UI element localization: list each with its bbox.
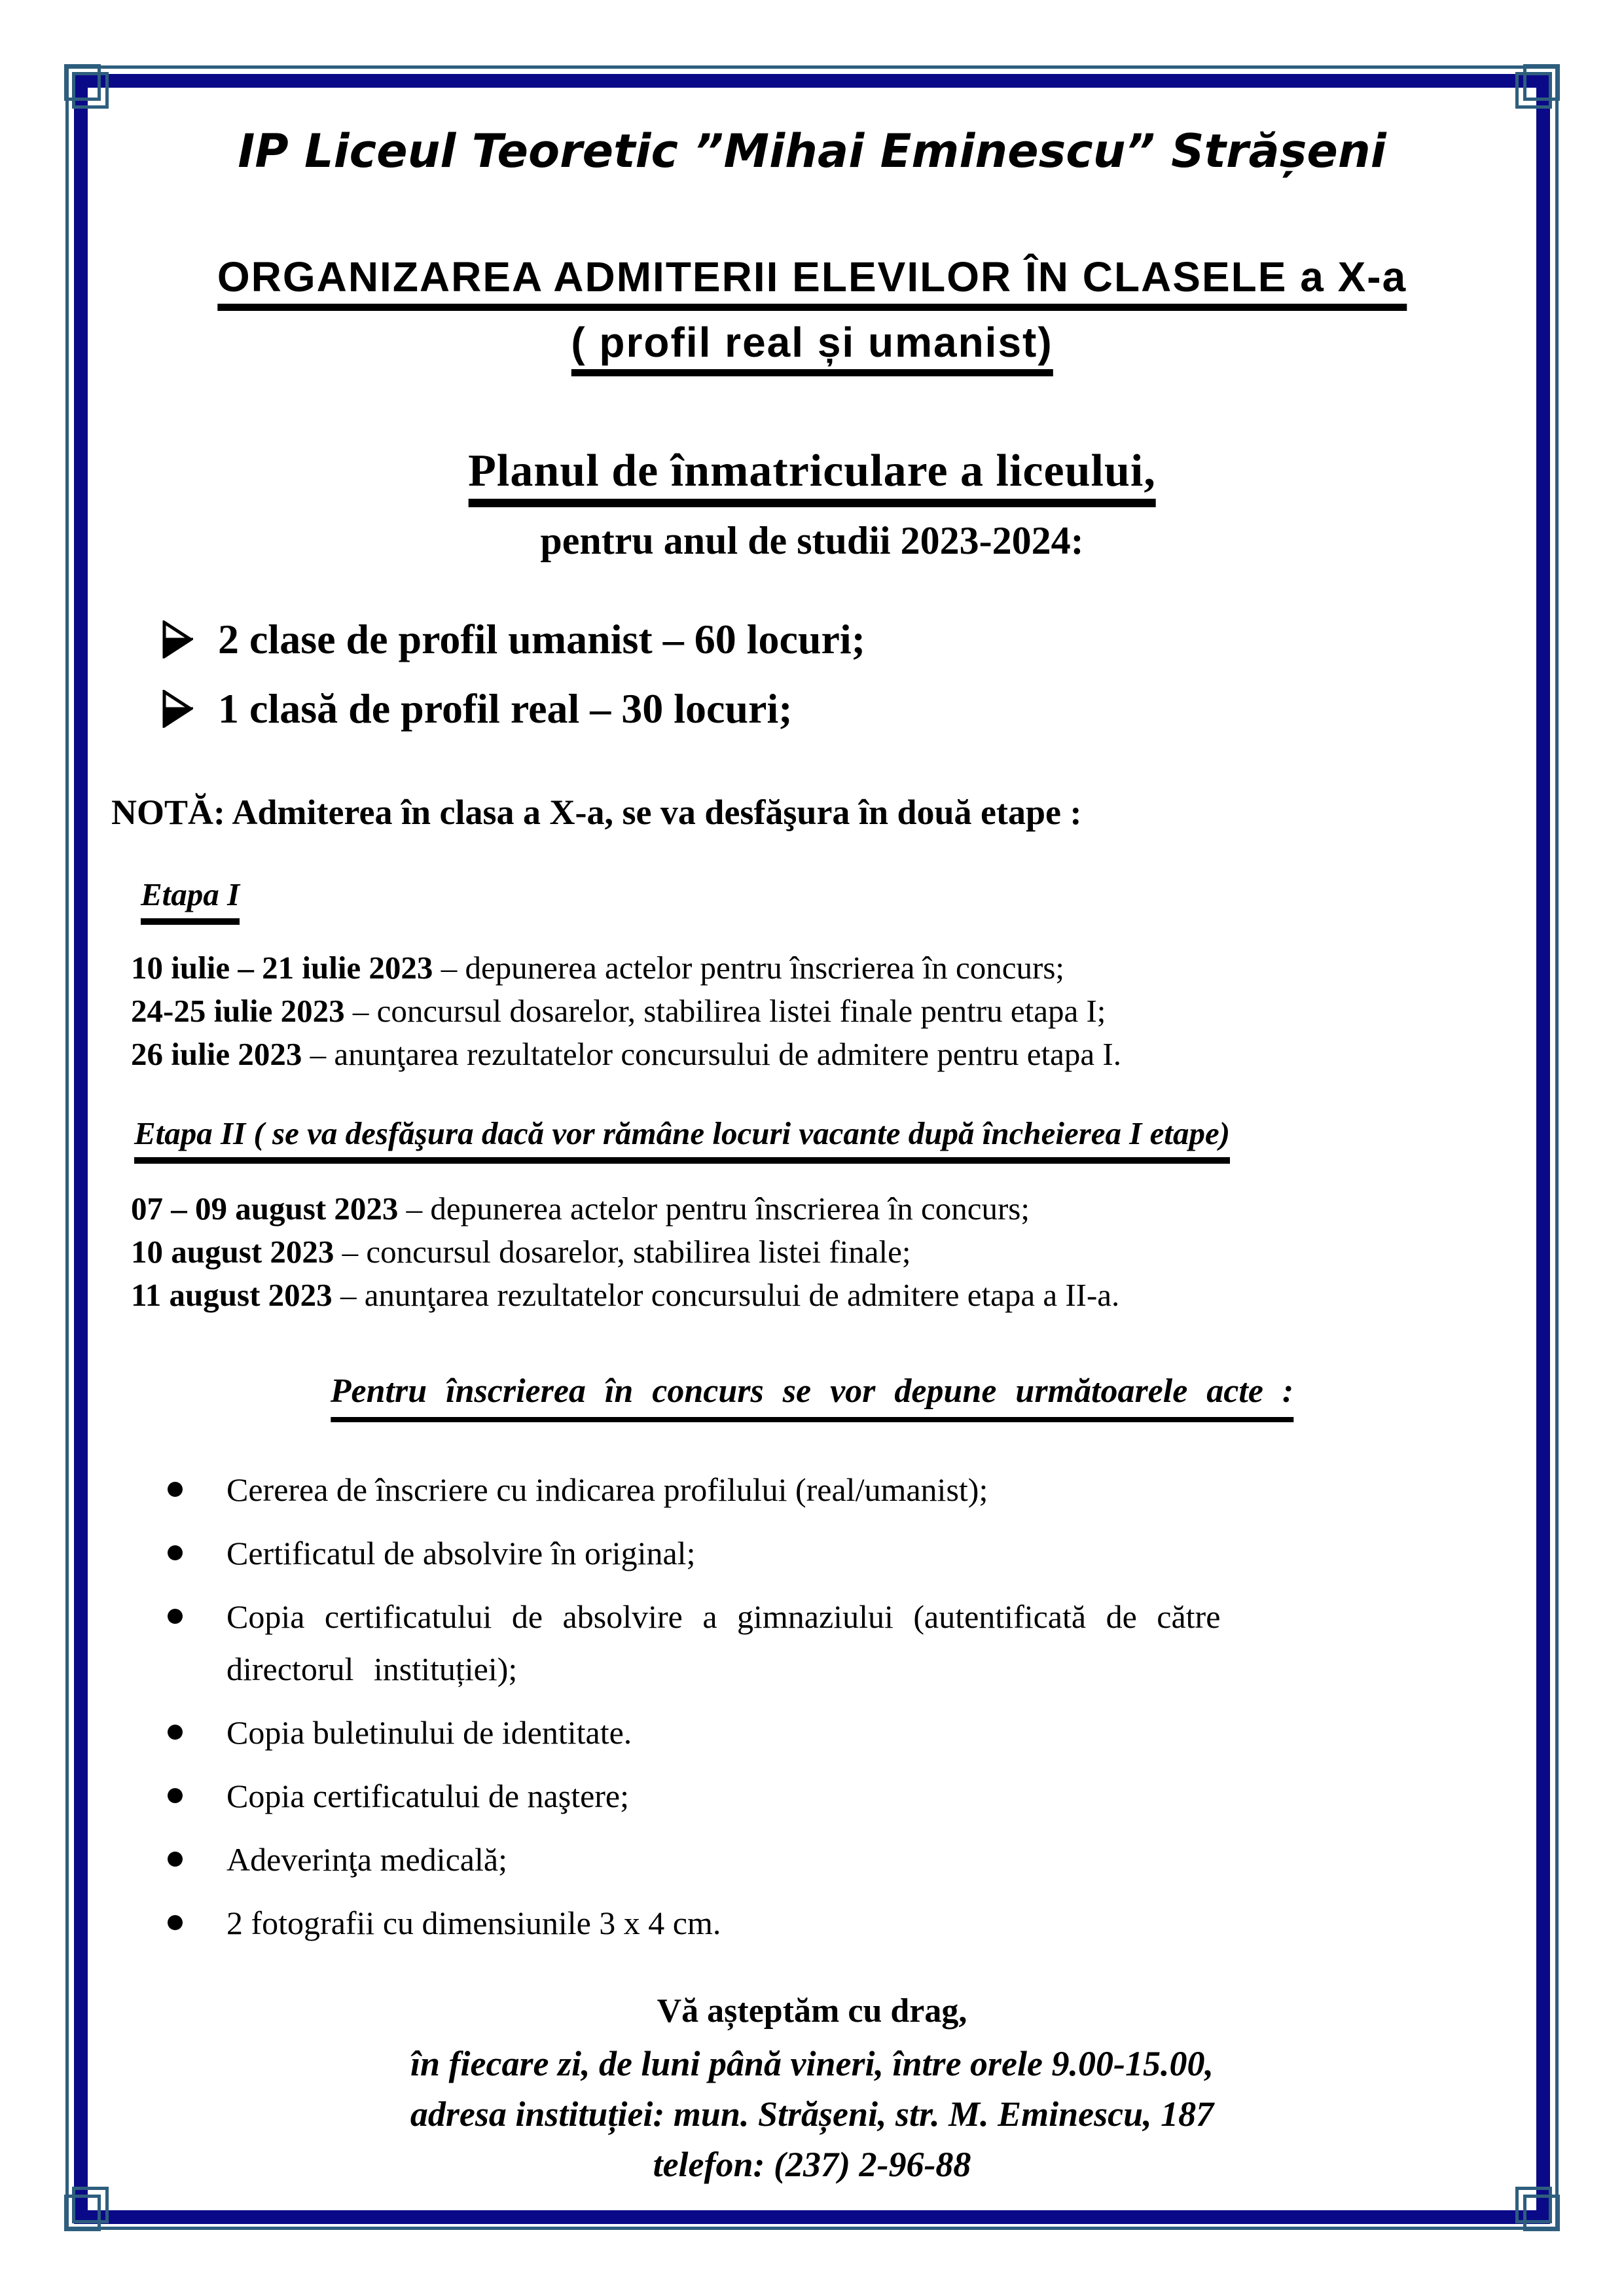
etapa1-title: Etapa I bbox=[141, 876, 240, 925]
etapa2-schedule bbox=[131, 1187, 1532, 1317]
document-item-text: Cererea de înscriere cu indicarea profilului (real/umanist); bbox=[226, 1471, 988, 1508]
bullet-dot-icon bbox=[168, 1609, 183, 1624]
footer-hours: în fiecare zi, de luni până vineri, între orele 9.00-15.00, bbox=[410, 2044, 1214, 2083]
schedule-text: – anunţarea rezultatelor concursului de admitere pentru etapa I. bbox=[302, 1036, 1121, 1072]
document-list-item bbox=[168, 1706, 1532, 1759]
bullet-dot-icon bbox=[168, 1482, 183, 1497]
bullet-dot-icon bbox=[168, 1852, 183, 1867]
bullet-dot-icon bbox=[168, 1725, 183, 1740]
page-title-line1: ORGANIZAREA ADMITERII ELEVILOR ÎN CLASELE a X-a bbox=[217, 253, 1407, 311]
document-list-item bbox=[168, 1463, 1532, 1516]
plan-item-text: 1 clasă de profil real – 30 locuri; bbox=[218, 685, 793, 732]
bullet-dot-icon bbox=[168, 1545, 183, 1560]
schedule-date: 26 iulie 2023 bbox=[131, 1036, 302, 1072]
plan-list bbox=[162, 615, 1526, 754]
schedule-date: 11 august 2023 bbox=[131, 1277, 333, 1313]
corner-ornament-top-left-b bbox=[72, 72, 109, 109]
document-item-text: Copia certificatului de absolvire a gimnaziului (autentificată de către bbox=[226, 1598, 1221, 1635]
document-item-text: Copia buletinului de identitate. bbox=[226, 1714, 632, 1751]
plan-item bbox=[162, 685, 1526, 738]
corner-ornament-bottom-right-b bbox=[1515, 2187, 1552, 2223]
document-list-item bbox=[168, 1590, 1532, 1695]
bullet-dot-icon bbox=[168, 1788, 183, 1803]
schedule-date: 10 august 2023 bbox=[131, 1234, 334, 1270]
schedule-row bbox=[131, 1187, 1532, 1230]
school-name: IP Liceul Teoretic ”Mihai Eminescu” Strășeni bbox=[238, 124, 1386, 178]
documents-heading: Pentru înscrierea în concurs se vor depune următoarele acte : bbox=[331, 1372, 1293, 1422]
schedule-text: – concursul dosarelor, stabilirea listei finale pentru etapa I; bbox=[344, 993, 1106, 1029]
schedule-text: – depunerea actelor pentru înscrierea în concurs; bbox=[433, 950, 1065, 986]
schedule-row bbox=[131, 946, 1532, 990]
corner-ornament-top-right-b bbox=[1515, 72, 1552, 109]
footer-address: adresa instituției: mun. Strășeni, str. M. Eminescu, 187 bbox=[410, 2094, 1214, 2134]
document-item-text-continuation: directorul instituției); bbox=[226, 1651, 518, 1687]
arrowhead-bullet-icon bbox=[162, 620, 193, 669]
plan-item bbox=[162, 615, 1526, 669]
etapa2-title: Etapa II ( se va desfăşura dacă vor rămâne locuri vacante după încheierea I etape) bbox=[134, 1115, 1230, 1164]
schedule-row bbox=[131, 1230, 1532, 1274]
etapa1-schedule bbox=[131, 946, 1532, 1076]
documents-list bbox=[168, 1463, 1532, 1960]
schedule-date: 24-25 iulie 2023 bbox=[131, 993, 345, 1029]
bullet-dot-icon bbox=[168, 1915, 183, 1930]
schedule-date: 07 – 09 august 2023 bbox=[131, 1191, 399, 1227]
schedule-date: 10 iulie – 21 iulie 2023 bbox=[131, 950, 433, 986]
schedule-row bbox=[131, 1274, 1532, 1317]
corner-ornament-bottom-left-b bbox=[72, 2187, 109, 2223]
page-title-line2: ( profil real și umanist) bbox=[571, 318, 1053, 376]
schedule-text: – depunerea actelor pentru înscrierea în concurs; bbox=[398, 1191, 1030, 1227]
footer-welcome: Vă așteptăm cu drag, bbox=[657, 1992, 967, 2030]
document-item-text: Certificatul de absolvire în original; bbox=[226, 1535, 696, 1571]
schedule-text: – anunţarea rezultatelor concursului de admitere etapa a II-a. bbox=[332, 1277, 1120, 1313]
document-list-item bbox=[168, 1897, 1532, 1949]
document-item-text: 2 fotografii cu dimensiunile 3 x 4 cm. bbox=[226, 1905, 721, 1941]
document-item-text: Copia certificatului de naştere; bbox=[226, 1778, 630, 1814]
document-list-item bbox=[168, 1770, 1532, 1822]
document-item-text: Adeverinţa medicală; bbox=[226, 1841, 507, 1878]
schedule-row bbox=[131, 1033, 1532, 1076]
arrowhead-bullet-icon bbox=[162, 690, 193, 738]
plan-title: Planul de înmatriculare a liceului, bbox=[468, 445, 1156, 507]
nota-line: NOTĂ: Admiterea în clasa a X-a, se va desfăşura în două etape : bbox=[111, 793, 1082, 832]
document-list-item bbox=[168, 1527, 1532, 1579]
schedule-row bbox=[131, 990, 1532, 1033]
schedule-text: – concursul dosarelor, stabilirea listei finale; bbox=[334, 1234, 911, 1270]
plan-subtitle: pentru anul de studii 2023-2024: bbox=[540, 519, 1084, 562]
footer-phone: telefon: (237) 2-96-88 bbox=[653, 2145, 971, 2184]
plan-item-text: 2 clase de profil umanist – 60 locuri; bbox=[218, 616, 865, 662]
document-list-item bbox=[168, 1833, 1532, 1886]
